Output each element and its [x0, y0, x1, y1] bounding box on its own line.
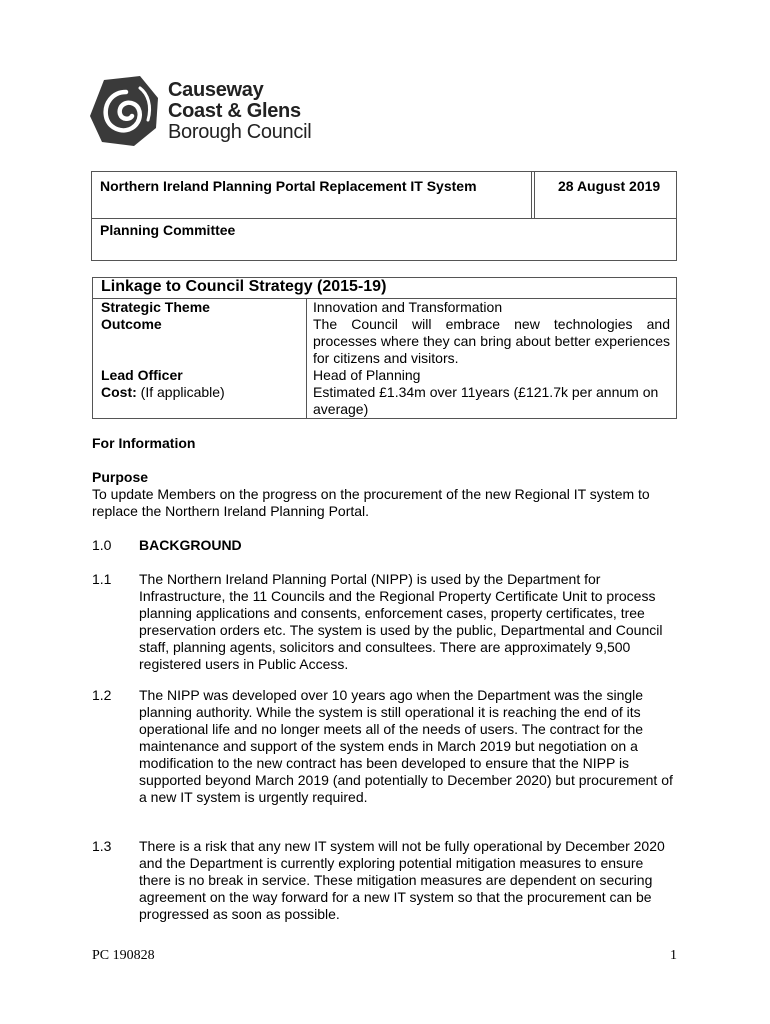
report-header-table	[91, 171, 677, 261]
council-logo	[90, 74, 320, 154]
header-divider	[531, 172, 532, 219]
outcome-value: The Council will embrace new technologies and processes where they can bring about better experiences for citizens and visitors.	[313, 316, 670, 366]
paragraph-number: 1.2	[92, 687, 112, 703]
cost-label	[101, 384, 225, 400]
linkage-heading: Linkage to Council Strategy (2015-19)	[101, 278, 387, 295]
linkage-divider	[306, 298, 307, 419]
paragraph-text: There is a risk that any new IT system will not be fully operational by December 2020 and the Department is currently exploring potential mitigation measures to ensure there is no break in service. These mitigation measures are dependent on securing agreement on the way forward for a new IT system so that the procurement can be progressed as soon as possible.	[139, 838, 665, 922]
committee-name: Planning Committee	[100, 222, 236, 238]
purpose-text: To update Members on the progress on the procurement of the new Regional IT system to replace the Northern Ireland Planning Portal.	[92, 486, 650, 519]
header-divider	[92, 218, 676, 219]
cost-label-note: (If applicable)	[136, 384, 225, 400]
logo-line-3: Borough Council	[168, 121, 312, 143]
report-title: Northern Ireland Planning Portal Replacement IT System	[100, 178, 477, 194]
paragraph-text: The Northern Ireland Planning Portal (NIPP) is used by the Department for Infrastructure, the 11 Councils and the Regional Property Certificate Unit to process planning applications and consents, enforcement cases, property certificates, tree preservation orders etc. The system is used by the public, Departmental and Council staff, planning agents, solicitors and consultees. There are approximately 9,500 registered users in Public Access.	[139, 571, 663, 672]
cost-label-bold: Cost:	[101, 384, 137, 400]
strategic-theme-value: Innovation and Transformation	[313, 299, 503, 315]
footer-reference: PC 190828	[92, 948, 155, 963]
logo-line-1: Causeway	[168, 79, 264, 101]
logo-text	[168, 80, 311, 143]
outcome-label: Outcome	[101, 316, 162, 332]
page-number: 1	[670, 948, 677, 963]
cost-value: Estimated £1.34m over 11years (£121.7k per annum on average)	[313, 384, 659, 417]
swirl-logo-icon	[90, 76, 160, 148]
logo-line-2: Coast & Glens	[168, 100, 301, 122]
for-information-label: For Information	[92, 435, 196, 451]
paragraph-text: The NIPP was developed over 10 years ago when the Department was the single planning authority. While the system is still operational it is reaching the end of its operational life and no longer meets all of the needs of users. The contract for the maintenance and support of the system ends in March 2019 but negotiation on a modification to the new contract has been developed to ensure that the NIPP is supported beyond March 2019 (and potentially to December 2020) but procurement of a new IT system is urgently required.	[139, 687, 673, 805]
paragraph-number: 1.1	[92, 571, 112, 587]
lead-officer-label: Lead Officer	[101, 367, 183, 383]
section-number: 1.0	[92, 537, 112, 553]
report-date: 28 August 2019	[558, 178, 661, 194]
header-divider	[534, 172, 535, 219]
lead-officer-value: Head of Planning	[313, 367, 421, 383]
paragraph-number: 1.3	[92, 838, 112, 854]
strategic-theme-label: Strategic Theme	[101, 299, 210, 315]
purpose-heading: Purpose	[92, 469, 149, 485]
section-title: BACKGROUND	[139, 537, 242, 553]
linkage-table	[92, 277, 677, 419]
